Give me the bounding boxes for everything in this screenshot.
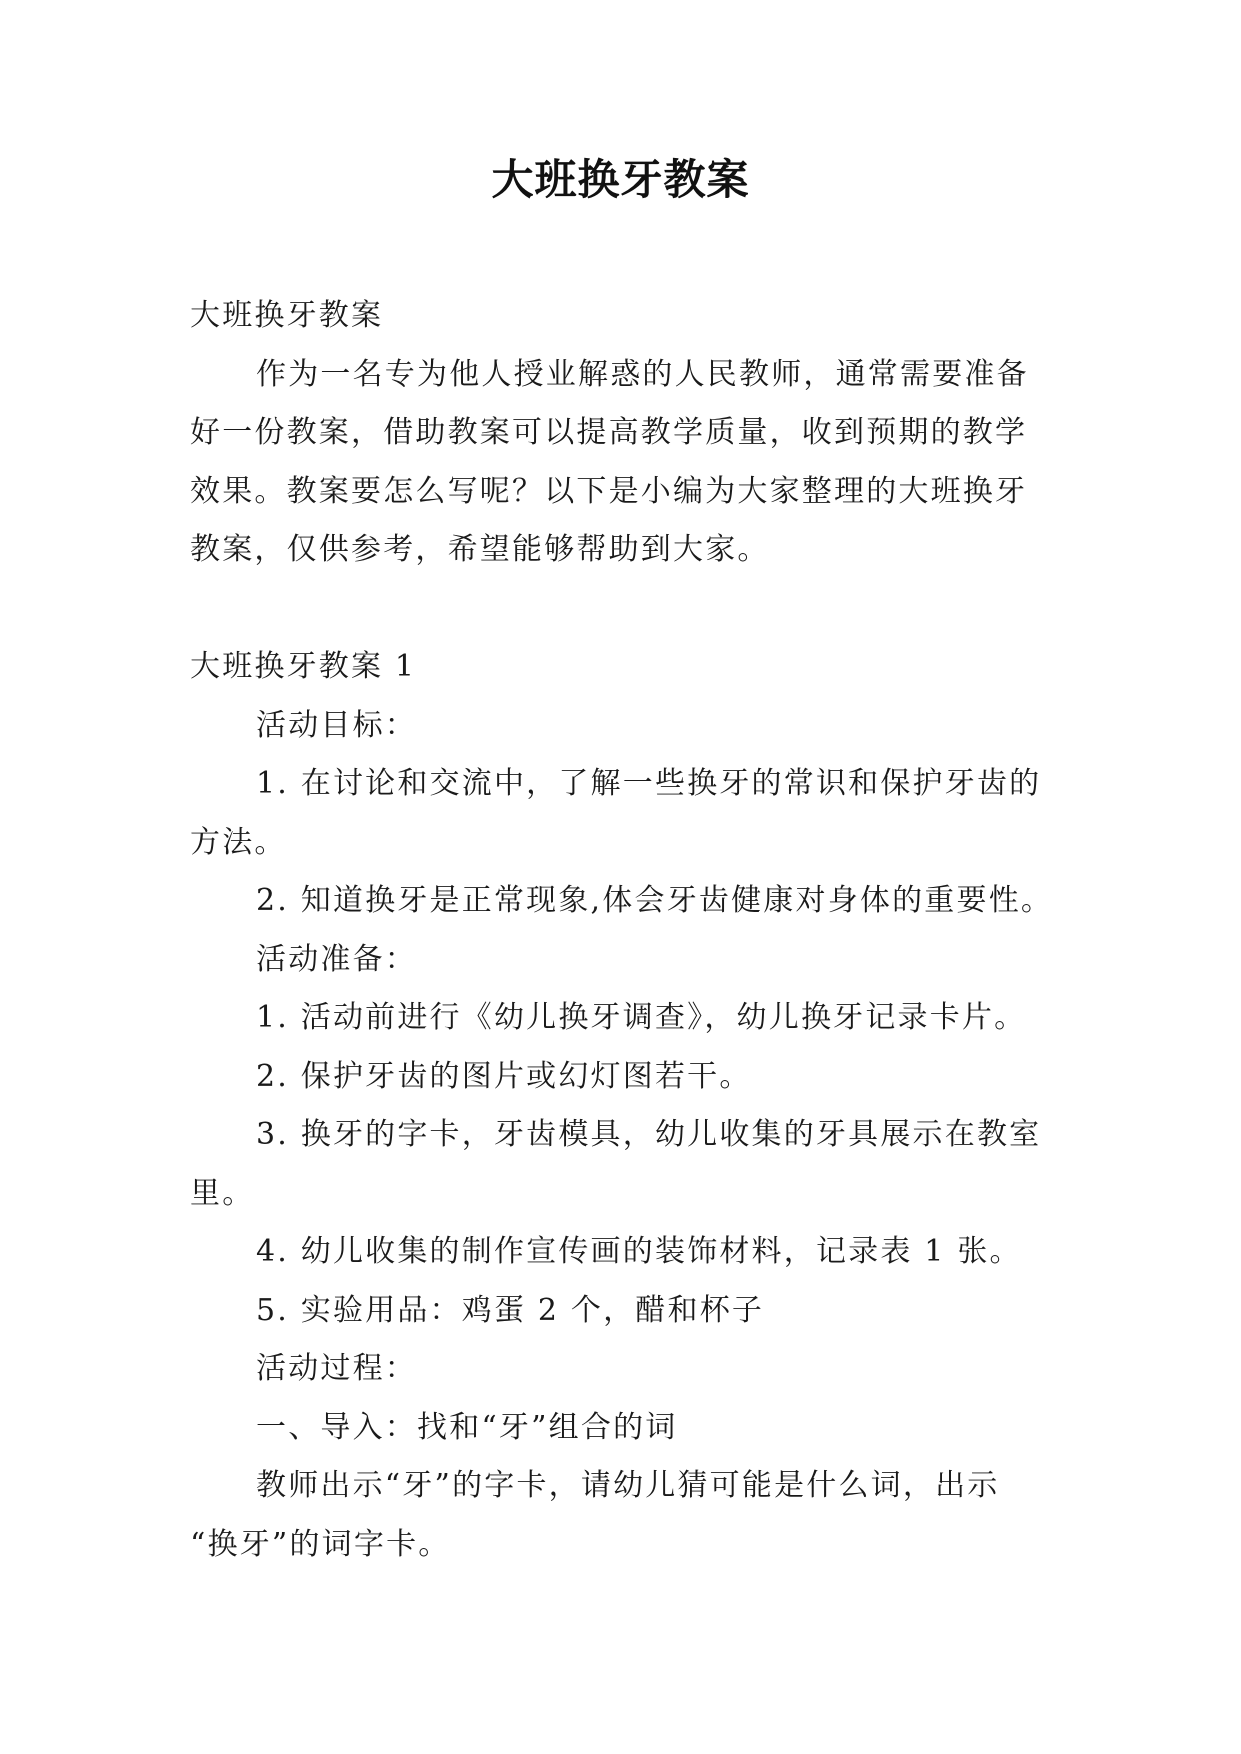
document-body [190, 287, 1054, 1574]
text-line: 作为一名专为他人授业解惑的人民教师，通常需要准备 [256, 356, 1029, 392]
text-line: 好一份教案，借助教案可以提高教学质量，收到预期的教学 [190, 415, 1028, 450]
text-line: 效果。教案要怎么写呢？以下是小编为大家整理的大班换牙 [190, 473, 1028, 509]
text-line: 2. 知道换牙是正常现象,体会牙齿健康对身体的重要性。 [256, 883, 1054, 918]
text-line: 活动准备： [256, 941, 417, 977]
text-line: 4. 幼儿收集的制作宣传画的装饰材料，记录表 1 张。 [256, 1234, 1022, 1269]
text-line: 教师出示“牙”的字卡，请幼儿猜可能是什么词，出示 [256, 1468, 1000, 1503]
text-line: 方法。 [190, 824, 287, 860]
text-line: 1. 活动前进行《幼儿换牙调查》，幼儿换牙记录卡片。 [256, 1000, 1027, 1035]
document-title: 大班换牙教案 [491, 155, 750, 204]
document-subtitle: 大班换牙教案 [190, 298, 384, 333]
text-line: 教案，仅供参考，希望能够帮助到大家。 [190, 532, 770, 567]
text-line: “换牙”的词字卡。 [190, 1526, 451, 1562]
text-line: 活动过程： [256, 1351, 417, 1386]
text-line: 一、导入：找和“牙”组合的词 [256, 1409, 678, 1445]
text-line: 5. 实验用品：鸡蛋 2 个，醋和杯子 [256, 1292, 765, 1328]
text-line: 3. 换牙的字卡，牙齿模具，幼儿收集的牙具展示在教室 [256, 1117, 1042, 1152]
text-line: 2. 保护牙齿的图片或幻灯图若干。 [256, 1058, 752, 1094]
text-line: 大班换牙教案 1 [190, 649, 417, 684]
text-line: 活动目标： [256, 707, 417, 743]
text-line: 里。 [190, 1175, 255, 1211]
text-line: 1. 在讨论和交流中，了解一些换牙的常识和保护牙齿的 [256, 766, 1042, 801]
